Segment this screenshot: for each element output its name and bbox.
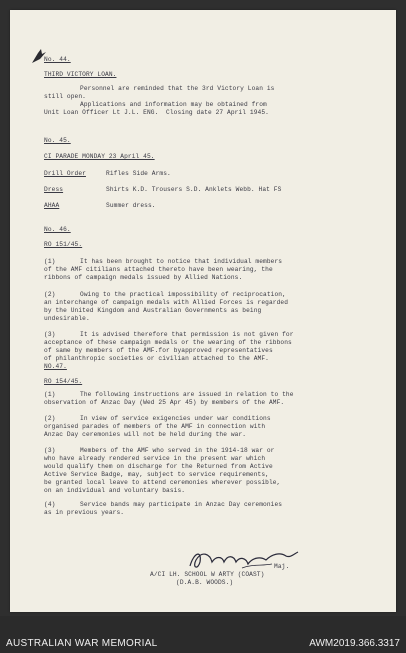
paragraph-line: an interchange of campaign medals with Allied Forces is regarded (44, 299, 289, 306)
para-number: (3) (44, 331, 56, 338)
section-44-text: Personnel are reminded that the 3rd Victory Loan is (80, 85, 275, 92)
archive-reference: AWM2019.366.3317 (309, 638, 400, 649)
paragraph-line: Owing to the practical impossibility of reciprocation, (80, 291, 286, 298)
section-46-number: No. 46. (44, 226, 71, 233)
section-44-text: still open. (44, 93, 86, 100)
archive-footer (0, 616, 406, 653)
section-44-text: Applications and information may be obtained from (80, 101, 267, 108)
paragraph-line: who have already rendered service in the present war which (44, 455, 266, 462)
ahaa-value: Summer dress. (106, 202, 156, 209)
paragraph-line: on an individual and voluntary basis. (44, 487, 186, 494)
paragraph-line: as in previous years. (44, 509, 125, 516)
ro-154-heading: RO 154/45. (44, 378, 83, 385)
paragraph-line: of same by members of the AMF.for byapproved representatives (44, 347, 273, 354)
paragraph-line: Members of the AMF who served in the 1914-18 war or (80, 447, 275, 454)
para-number: (2) (44, 291, 56, 298)
para-number: (4) (44, 501, 56, 508)
dress-value: Shirts K.D. Trousers S.D. Anklets Webb. Hat FS (106, 186, 282, 193)
paragraph-line: Active Service Badge, may, subject to service requirements, (44, 471, 269, 478)
paragraph-line: ribbons of campaign medals issued by Allied Nations. (44, 274, 243, 281)
document-page (10, 10, 396, 612)
paragraph-line: It is advised therefore that permission is not given for (80, 331, 294, 338)
paragraph-line: would qualify them on discharge for the Returned from Active (44, 463, 273, 470)
para-number: (1) (44, 258, 56, 265)
paragraph-line: of philanthropic societies or civilian attached to the AMF. (44, 355, 269, 362)
section-47-number: NO.47. (44, 363, 67, 370)
paragraph-line: In view of service exigencies under war conditions (80, 415, 271, 422)
para-number: (2) (44, 415, 56, 422)
section-45-number: No. 45. (44, 137, 71, 144)
section-44-title: THIRD VICTORY LOAN. (44, 71, 117, 78)
signature-rank: Maj. (274, 563, 290, 570)
section-44-number: No. 44. (44, 56, 71, 63)
signature-name: (D.A.B. WOODS.) (176, 579, 234, 586)
ahaa-label: AHAA (44, 202, 60, 209)
paragraph-line: Service bands may participate in Anzac Day ceremonies (80, 501, 283, 508)
para-number: (3) (44, 447, 56, 454)
archive-name: AUSTRALIAN WAR MEMORIAL (6, 638, 158, 649)
paragraph-line: by the United Kingdom and Australian Governments as being (44, 307, 262, 314)
para-number: (1) (44, 391, 56, 398)
signature-unit: A/CI LH. SCHOOL W ARTY (COAST) (150, 571, 265, 578)
paragraph-line: organised parades of members of the AMF in connection with (44, 423, 266, 430)
drill-order-value: Rifles Side Arms. (106, 170, 171, 177)
dress-label: Dress (44, 186, 64, 193)
section-45-title: CI PARADE MONDAY 23 April 45. (44, 153, 155, 160)
paragraph-line: be granted local leave to attend ceremonies wherever possible, (44, 479, 281, 486)
drill-order-label: Drill Order (44, 170, 86, 177)
paragraph-line: The following instructions are issued in relation to the (80, 391, 294, 398)
paragraph-line: undesirable. (44, 315, 90, 322)
ro-151-heading: RO 151/45. (44, 241, 83, 248)
paragraph-line: observation of Anzac Day (Wed 25 Apr 45) by members of the AMF. (44, 399, 285, 406)
section-44-text: Unit Loan Officer Lt J.L. ENG. Closing date 27 April 1945. (44, 109, 269, 116)
paragraph-line: It has been brought to notice that individual members (80, 258, 283, 265)
paragraph-line: acceptance of these campaign medals or the wearing of the ribbons (44, 339, 292, 346)
paragraph-line: Anzac Day ceremonies will not be held during the war. (44, 431, 247, 438)
paragraph-line: of the AMF citilians attached thereto have been wearing, the (44, 266, 273, 273)
